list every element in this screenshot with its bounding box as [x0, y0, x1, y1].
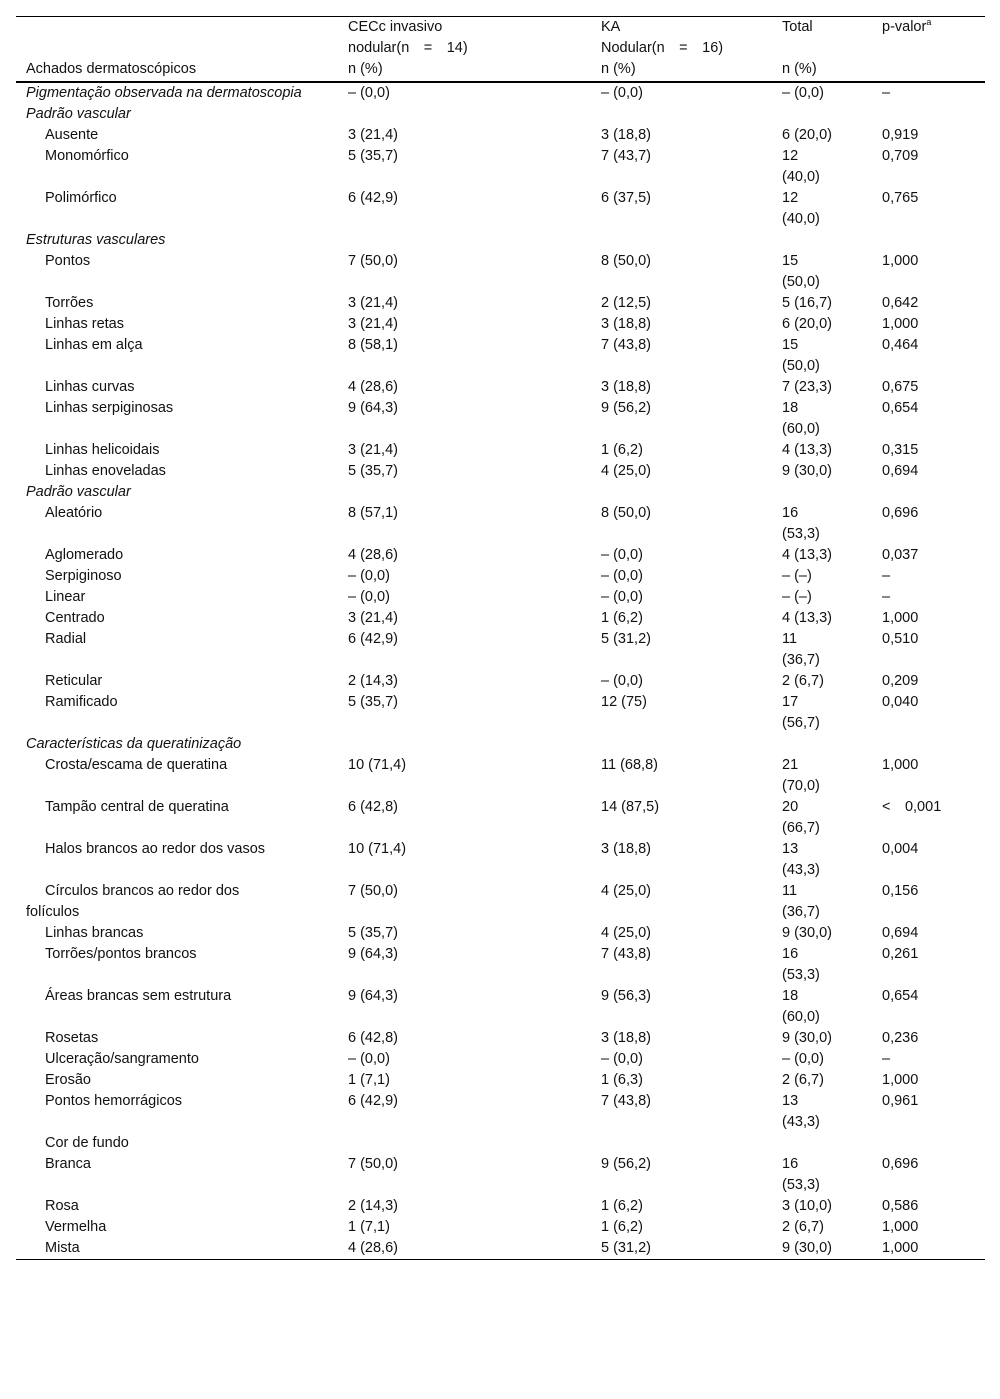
row-label: Reticular [45, 673, 103, 689]
header-total: Total [782, 19, 813, 35]
cecc-value: – (0,0) [348, 1051, 390, 1067]
cecc-value: 6 (42,8) [348, 1030, 398, 1046]
p-value: 0,040 [882, 694, 919, 710]
p-value: 0,765 [882, 190, 919, 206]
row-label: Tampão central de queratina [45, 799, 229, 815]
table-row [16, 1196, 985, 1217]
ka-value: 3 (18,8) [601, 1030, 651, 1046]
table-row [16, 1028, 985, 1049]
cecc-value: 7 (50,0) [348, 1156, 398, 1172]
total-value: 16 (53,3) [782, 505, 820, 542]
cecc-value: 7 (50,0) [348, 253, 398, 269]
row-label: Torrões [45, 295, 94, 311]
total-value: – (0,0) [782, 1051, 824, 1067]
total-value [772, 1133, 872, 1154]
p-value [872, 104, 985, 125]
cecc-value: 2 (14,3) [348, 1198, 398, 1214]
row-label: Mista [45, 1240, 80, 1256]
table-row [16, 251, 985, 293]
ka-value: 3 (18,8) [601, 127, 651, 143]
total-value: 4 (13,3) [782, 610, 832, 626]
ka-value: – (0,0) [601, 568, 643, 584]
cecc-value: 1 (7,1) [348, 1072, 390, 1088]
table-row [16, 986, 985, 1028]
row-label: Linhas retas [45, 316, 124, 332]
row-label: Linhas helicoidais [45, 442, 160, 458]
table-row [16, 734, 985, 755]
cecc-value [338, 1133, 591, 1154]
p-value: 0,037 [882, 547, 919, 563]
cecc-value: 6 (42,9) [348, 1093, 398, 1109]
total-value: 20 (66,7) [782, 799, 820, 836]
ka-value: 9 (56,2) [601, 1156, 651, 1172]
table-row [16, 545, 985, 566]
row-label: Polimórfico [45, 190, 117, 206]
p-value: 0,696 [882, 505, 919, 521]
table-row [16, 692, 985, 734]
row-label: Ulceração/sangramento [45, 1051, 199, 1067]
total-value: 7 (23,3) [782, 379, 832, 395]
total-value [772, 230, 872, 251]
table-row [16, 923, 985, 944]
ka-value: 5 (31,2) [601, 1240, 651, 1256]
table-row [16, 1154, 985, 1196]
total-value: 4 (13,3) [782, 442, 832, 458]
p-value: 1,000 [882, 610, 919, 626]
cecc-value: 4 (28,6) [348, 1240, 398, 1256]
total-value: 16 (53,3) [782, 1156, 820, 1193]
ka-value: 4 (25,0) [601, 925, 651, 941]
ka-value: 12 (75) [601, 694, 647, 710]
table-row [16, 104, 985, 125]
row-label: Pontos [45, 253, 91, 269]
ka-value: 1 (6,2) [601, 442, 643, 458]
p-value [872, 482, 985, 503]
table-row [16, 440, 985, 461]
p-value: 0,586 [882, 1198, 919, 1214]
cecc-value: 3 (21,4) [348, 316, 398, 332]
table-row [16, 629, 985, 671]
cecc-value: – (0,0) [348, 85, 390, 101]
total-value: 2 (6,7) [782, 1072, 824, 1088]
cecc-value: – (0,0) [348, 568, 390, 584]
total-value: 2 (6,7) [782, 1219, 824, 1235]
table-row [16, 314, 985, 335]
row-label: Centrado [45, 610, 105, 626]
table-row [16, 461, 985, 482]
cecc-value [338, 482, 591, 503]
row-label: Características da queratinização [26, 736, 242, 752]
ka-value: – (0,0) [601, 673, 643, 689]
ka-value: 9 (56,3) [601, 988, 651, 1004]
p-value: 0,654 [882, 400, 919, 416]
total-value: 16 (53,3) [782, 946, 820, 983]
p-value: – [882, 1051, 891, 1067]
row-label: Círculos brancos ao redor dos folículos [26, 883, 240, 920]
row-label: Linear [45, 589, 86, 605]
row-label: Áreas brancas sem estrutura [45, 988, 232, 1004]
ka-value: 11 (68,8) [601, 757, 658, 773]
cecc-value: 6 (42,9) [348, 190, 398, 206]
row-label: Monomórfico [45, 148, 129, 164]
cecc-value: 1 (7,1) [348, 1219, 390, 1235]
ka-value: 3 (18,8) [601, 316, 651, 332]
ka-value: 3 (18,8) [601, 379, 651, 395]
ka-value: 1 (6,2) [601, 610, 643, 626]
table-row [16, 1238, 985, 1260]
row-label: Ausente [45, 127, 99, 143]
cecc-value: 5 (35,7) [348, 148, 398, 164]
row-label: Aleatório [45, 505, 103, 521]
total-value: 15 (50,0) [782, 337, 820, 374]
row-label: Erosão [45, 1072, 91, 1088]
p-value: 0,696 [882, 1156, 919, 1172]
row-label: Linhas enoveladas [45, 463, 166, 479]
total-value: 18 (60,0) [782, 400, 820, 437]
table-row [16, 482, 985, 503]
cecc-value [338, 104, 591, 125]
ka-value: 5 (31,2) [601, 631, 651, 647]
table-row [16, 1217, 985, 1238]
p-value: 0,694 [882, 925, 919, 941]
table-row [16, 881, 985, 923]
ka-value: 6 (37,5) [601, 190, 651, 206]
p-value: 0,961 [882, 1093, 919, 1109]
ka-value: 8 (50,0) [601, 253, 651, 269]
cecc-value: 4 (28,6) [348, 379, 398, 395]
row-label: Rosa [45, 1198, 79, 1214]
p-value: 1,000 [882, 253, 919, 269]
total-value: 4 (13,3) [782, 547, 832, 563]
table-row [16, 944, 985, 986]
cecc-value: 2 (14,3) [348, 673, 398, 689]
p-value: 1,000 [882, 316, 919, 332]
table-row [16, 503, 985, 545]
ka-value: 9 (56,2) [601, 400, 651, 416]
total-value [772, 482, 872, 503]
row-label: Branca [45, 1156, 91, 1172]
total-value: 5 (16,7) [782, 295, 832, 311]
ka-value: 1 (6,2) [601, 1219, 643, 1235]
ka-value: – (0,0) [601, 1051, 643, 1067]
header-findings: Achados dermatoscópicos [26, 61, 197, 77]
row-label: Linhas em alça [45, 337, 143, 353]
row-label: Vermelha [45, 1219, 107, 1235]
table-row [16, 1091, 985, 1133]
header-unit-cecc: n (%) [348, 61, 383, 77]
cecc-value: 8 (57,1) [348, 505, 398, 521]
row-label: Aglomerado [45, 547, 124, 563]
ka-value: 3 (18,8) [601, 841, 651, 857]
dermatoscopy-findings-table [16, 16, 985, 1260]
p-value: 0,675 [882, 379, 919, 395]
table-row [16, 566, 985, 587]
p-value: 0,261 [882, 946, 919, 962]
cecc-value [338, 734, 591, 755]
cecc-value: 5 (35,7) [348, 694, 398, 710]
table-row [16, 1049, 985, 1070]
cecc-value: 3 (21,4) [348, 295, 398, 311]
table-body [16, 82, 985, 1260]
cecc-value: 9 (64,3) [348, 988, 398, 1004]
row-label: Radial [45, 631, 87, 647]
total-value [772, 104, 872, 125]
table-row [16, 293, 985, 314]
table-row [16, 82, 985, 104]
ka-value: 7 (43,8) [601, 337, 651, 353]
cecc-value: 5 (35,7) [348, 925, 398, 941]
cecc-value: 5 (35,7) [348, 463, 398, 479]
ka-value [591, 734, 772, 755]
table-row [16, 398, 985, 440]
row-label: Padrão vascular [26, 106, 131, 122]
cecc-value: 3 (21,4) [348, 610, 398, 626]
total-value: 12 (40,0) [782, 148, 820, 185]
p-value: 0,654 [882, 988, 919, 1004]
cecc-value: 8 (58,1) [348, 337, 398, 353]
row-label: Torrões/pontos brancos [45, 946, 197, 962]
ka-value [591, 482, 772, 503]
total-value: 2 (6,7) [782, 673, 824, 689]
p-value: 0,642 [882, 295, 919, 311]
total-value: 21 (70,0) [782, 757, 820, 794]
total-value: 9 (30,0) [782, 463, 832, 479]
table-row [16, 146, 985, 188]
table-row [16, 587, 985, 608]
row-label: Pontos hemorrágicos [45, 1093, 183, 1109]
table-row [16, 1070, 985, 1091]
total-value: 3 (10,0) [782, 1198, 832, 1214]
table-header [16, 17, 985, 83]
table-row [16, 230, 985, 251]
total-value: 12 (40,0) [782, 190, 820, 227]
p-value [872, 734, 985, 755]
row-label: Serpiginoso [45, 568, 122, 584]
cecc-value: 6 (42,8) [348, 799, 398, 815]
table-row [16, 671, 985, 692]
header-ka: KA Nodular(n = 16) [601, 19, 724, 56]
ka-value: 4 (25,0) [601, 883, 651, 899]
row-label: Estruturas vasculares [26, 232, 166, 248]
header-pvalue-label: p-valor [882, 19, 927, 35]
row-label: Linhas curvas [45, 379, 135, 395]
row-label: Pigmentação observada na dermatoscopia [26, 85, 302, 101]
ka-value [591, 230, 772, 251]
p-value: 1,000 [882, 757, 919, 773]
total-value: 15 (50,0) [782, 253, 820, 290]
total-value: – (–) [782, 568, 812, 584]
cecc-value: – (0,0) [348, 589, 390, 605]
row-label: Linhas serpiginosas [45, 400, 174, 416]
total-value: 9 (30,0) [782, 1240, 832, 1256]
cecc-value: 3 (21,4) [348, 442, 398, 458]
p-value: 0,510 [882, 631, 919, 647]
ka-value: 1 (6,2) [601, 1198, 643, 1214]
cecc-value: 7 (50,0) [348, 883, 398, 899]
p-value: 0,209 [882, 673, 919, 689]
p-value [872, 230, 985, 251]
header-pvalue [872, 17, 985, 60]
ka-value: – (0,0) [601, 547, 643, 563]
row-label: Rosetas [45, 1030, 99, 1046]
total-value: 11 (36,7) [782, 631, 820, 668]
ka-value: 1 (6,3) [601, 1072, 643, 1088]
table-row [16, 755, 985, 797]
table-row [16, 839, 985, 881]
ka-value: 2 (12,5) [601, 295, 651, 311]
p-value: 0,694 [882, 463, 919, 479]
p-value: 0,919 [882, 127, 919, 143]
p-value: 0,709 [882, 148, 919, 164]
ka-value: 7 (43,7) [601, 148, 651, 164]
row-label: Padrão vascular [26, 484, 131, 500]
table-row [16, 1133, 985, 1154]
p-value: 0,004 [882, 841, 919, 857]
total-value: – (0,0) [782, 85, 824, 101]
p-value: – [882, 85, 891, 101]
cecc-value: 10 (71,4) [348, 841, 407, 857]
p-value: 1,000 [882, 1072, 919, 1088]
header-unit-empty [872, 59, 985, 82]
total-value: 13 (43,3) [782, 1093, 820, 1130]
total-value: 9 (30,0) [782, 1030, 832, 1046]
header-cecc: CECc invasivo nodular(n = 14) [348, 19, 468, 56]
table-row [16, 188, 985, 230]
total-value: 13 (43,3) [782, 841, 820, 878]
row-label: Linhas brancas [45, 925, 144, 941]
cecc-value: 6 (42,9) [348, 631, 398, 647]
header-pvalue-footnote: a [926, 17, 932, 28]
cecc-value [338, 230, 591, 251]
table-row [16, 797, 985, 839]
total-value: 9 (30,0) [782, 925, 832, 941]
row-label: Halos brancos ao redor dos vasos [45, 841, 266, 857]
cecc-value: 9 (64,3) [348, 400, 398, 416]
p-value: – [882, 589, 891, 605]
total-value [772, 734, 872, 755]
p-value: 0,236 [882, 1030, 919, 1046]
row-label: Ramificado [45, 694, 118, 710]
table-row [16, 377, 985, 398]
total-value: – (–) [782, 589, 812, 605]
p-value: – [882, 568, 891, 584]
ka-value: 7 (43,8) [601, 1093, 651, 1109]
row-label: Cor de fundo [45, 1135, 129, 1151]
ka-value: 4 (25,0) [601, 463, 651, 479]
ka-value: 8 (50,0) [601, 505, 651, 521]
p-value: 0,315 [882, 442, 919, 458]
ka-value: 7 (43,8) [601, 946, 651, 962]
header-empty [16, 17, 338, 60]
cecc-value: 4 (28,6) [348, 547, 398, 563]
total-value: 6 (20,0) [782, 316, 832, 332]
p-value: < 0,001 [882, 799, 942, 815]
table-row [16, 608, 985, 629]
cecc-value: 10 (71,4) [348, 757, 407, 773]
ka-value: – (0,0) [601, 85, 643, 101]
cecc-value: 3 (21,4) [348, 127, 398, 143]
row-label: Crosta/escama de queratina [45, 757, 228, 773]
total-value: 18 (60,0) [782, 988, 820, 1025]
p-value: 0,156 [882, 883, 919, 899]
p-value: 1,000 [882, 1219, 919, 1235]
ka-value: 14 (87,5) [601, 799, 660, 815]
ka-value [591, 1133, 772, 1154]
p-value: 1,000 [882, 1240, 919, 1256]
p-value [872, 1133, 985, 1154]
total-value: 17 (56,7) [782, 694, 820, 731]
p-value: 0,464 [882, 337, 919, 353]
ka-value: – (0,0) [601, 589, 643, 605]
ka-value [591, 104, 772, 125]
header-unit-total: n (%) [782, 61, 817, 77]
total-value: 6 (20,0) [782, 127, 832, 143]
cecc-value: 9 (64,3) [348, 946, 398, 962]
header-unit-ka: n (%) [601, 61, 636, 77]
table-row [16, 125, 985, 146]
table-row [16, 335, 985, 377]
total-value: 11 (36,7) [782, 883, 820, 920]
